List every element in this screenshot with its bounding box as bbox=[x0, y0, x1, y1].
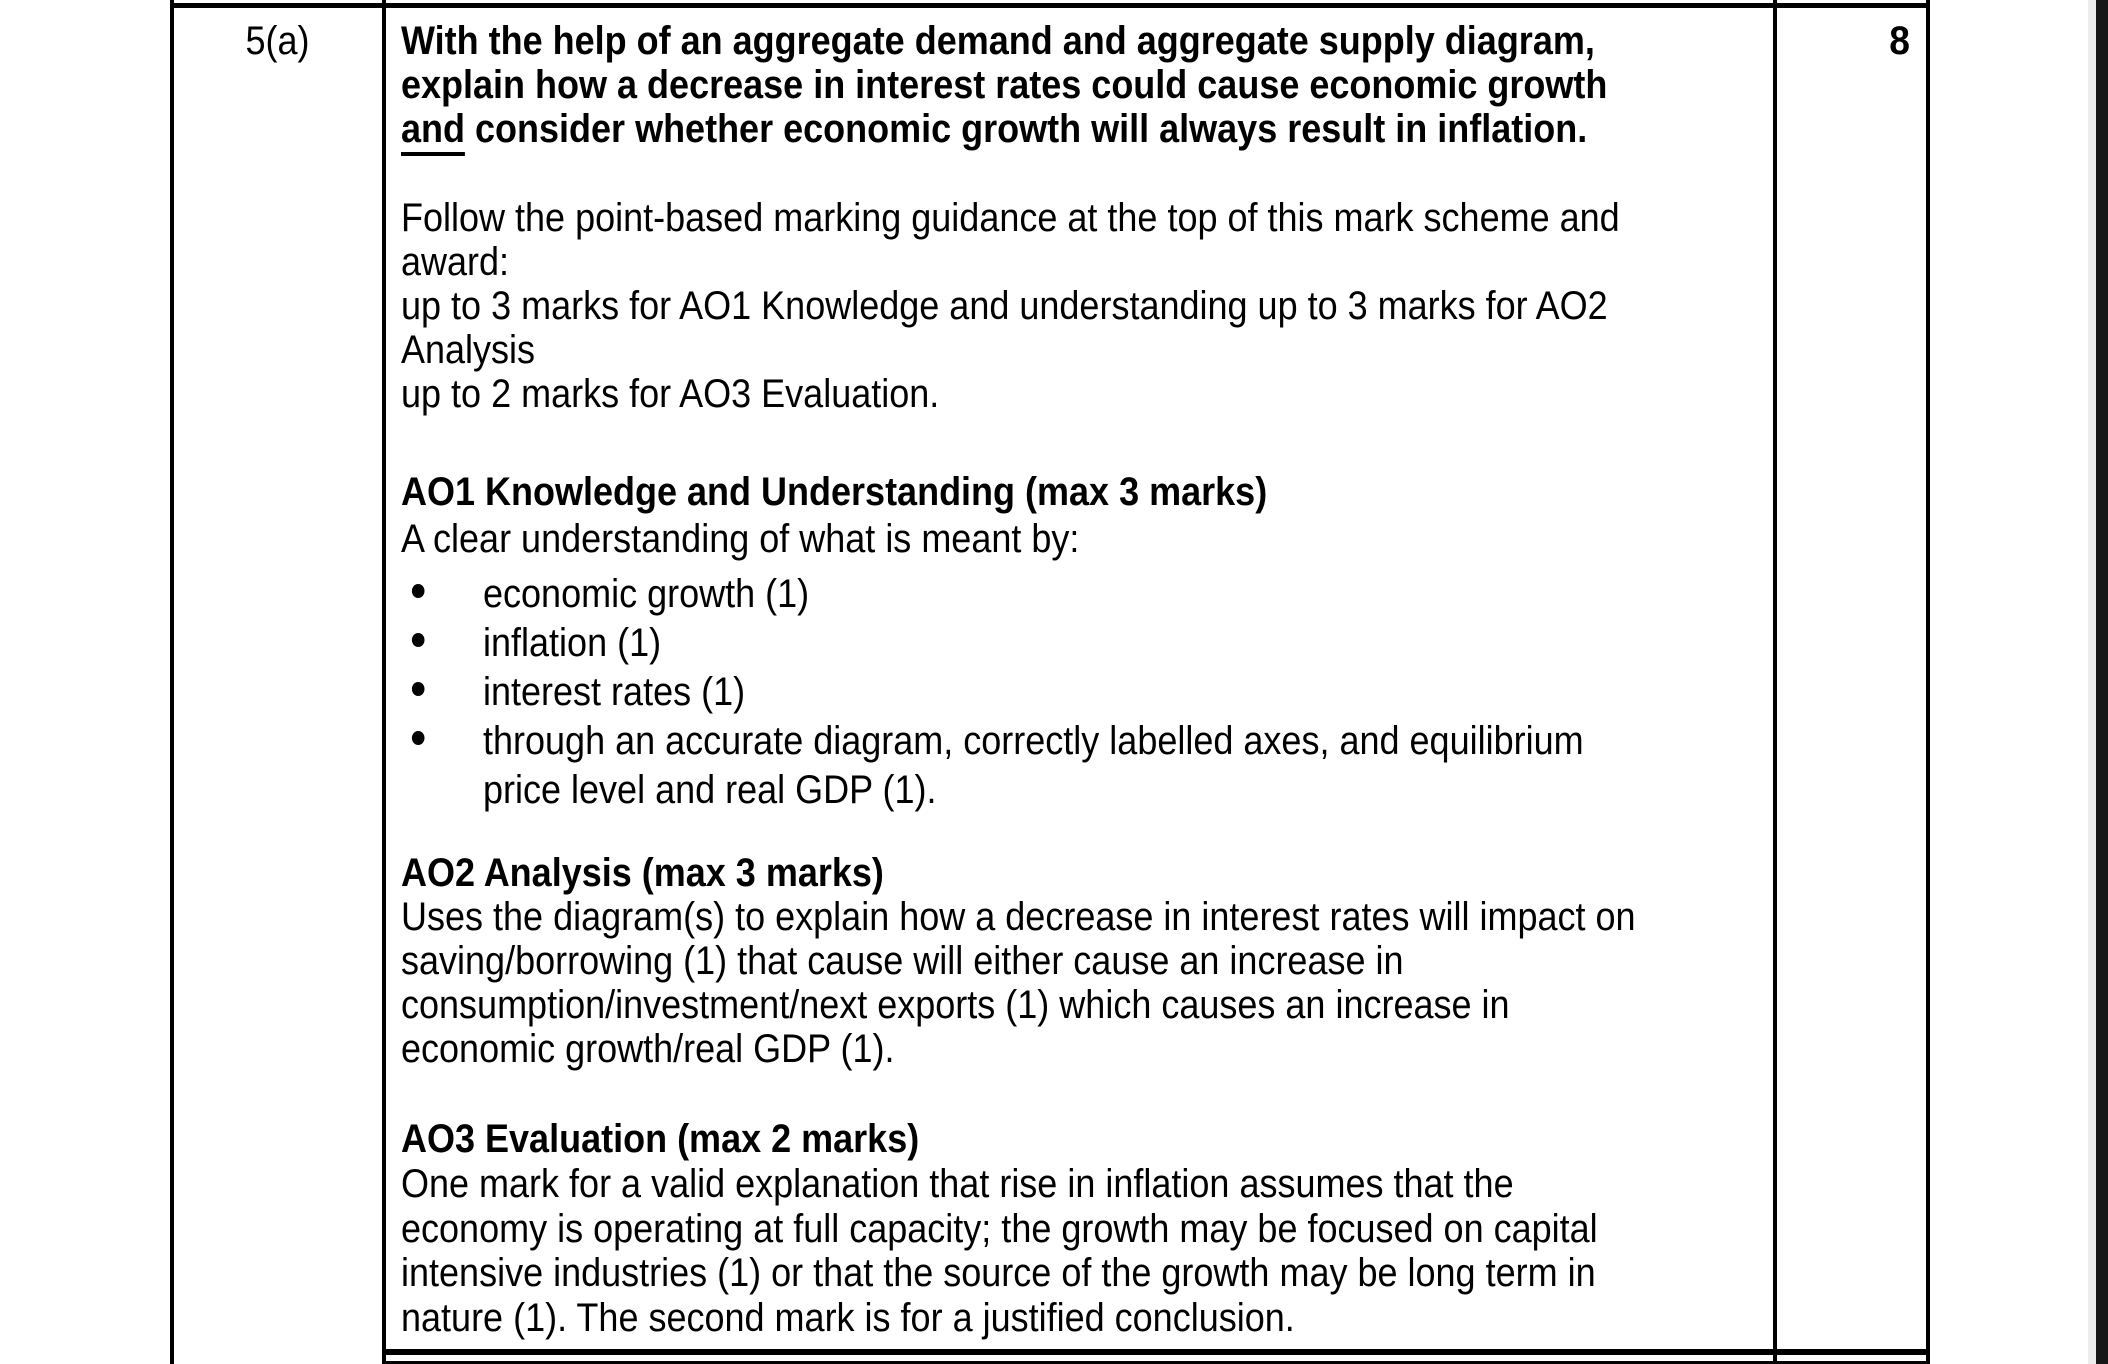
guidance-line-2: award: bbox=[401, 240, 510, 284]
page-edge-shadow bbox=[2088, 0, 2096, 1364]
ao1-heading: AO1 Knowledge and Understanding (max 3 marks) bbox=[401, 470, 1268, 514]
ao1-bullet-2: inflation (1) bbox=[483, 621, 662, 665]
ao2-line-2: saving/borrowing (1) that cause will either cause an increase in bbox=[401, 939, 1404, 983]
page-edge-strip bbox=[2096, 0, 2108, 1364]
table-border-question-divider bbox=[382, 0, 386, 1364]
guidance-line-1: Follow the point-based marking guidance at the top of this mark scheme and bbox=[401, 196, 1620, 240]
ao3-heading: AO3 Evaluation (max 2 marks) bbox=[401, 1117, 920, 1161]
guidance-line-5: up to 2 marks for AO3 Evaluation. bbox=[401, 372, 940, 416]
ao1-bullet-4-line-2: price level and real GDP (1). bbox=[483, 768, 937, 812]
ao2-line-1: Uses the diagram(s) to explain how a decrease in interest rates will impact on bbox=[401, 895, 1636, 939]
ao2-line-3: consumption/investment/next exports (1) which causes an increase in bbox=[401, 983, 1510, 1027]
table-border-left bbox=[170, 0, 174, 1364]
ao1-bullet-1: economic growth (1) bbox=[483, 572, 810, 616]
question-heading-line-3-rest: consider whether economic growth will always result in inflation. bbox=[465, 107, 1588, 151]
ao3-line-2: economy is operating at full capacity; the growth may be focused on capital bbox=[401, 1207, 1598, 1251]
ao1-intro: A clear understanding of what is meant by: bbox=[401, 517, 1080, 561]
guidance-line-4: Analysis bbox=[401, 328, 536, 372]
table-border-top bbox=[170, 3, 1930, 8]
ao3-line-3: intensive industries (1) or that the source of the growth may be long term in bbox=[401, 1251, 1596, 1295]
question-heading-line-1: With the help of an aggregate demand and aggregate supply diagram, bbox=[401, 19, 1595, 63]
table-border-right bbox=[1926, 0, 1930, 1364]
ao2-line-4: economic growth/real GDP (1). bbox=[401, 1027, 895, 1071]
guidance-line-3: up to 3 marks for AO1 Knowledge and understanding up to 3 marks for AO2 bbox=[401, 284, 1608, 328]
marks-value: 8 bbox=[1889, 19, 1910, 63]
table-border-marks-divider bbox=[1773, 0, 1777, 1364]
ao2-heading: AO2 Analysis (max 3 marks) bbox=[401, 851, 884, 895]
ao3-line-1: One mark for a valid explanation that rise in inflation assumes that the bbox=[401, 1162, 1514, 1206]
ao1-bullet-4-line-1: through an accurate diagram, correctly labelled axes, and equilibrium bbox=[483, 719, 1584, 763]
ao3-line-4: nature (1). The second mark is for a justified conclusion. bbox=[401, 1296, 1295, 1340]
question-heading-line-2: explain how a decrease in interest rates could cause economic growth bbox=[401, 63, 1608, 107]
underlined-and: and bbox=[401, 109, 465, 156]
ao1-bullet-3: interest rates (1) bbox=[483, 670, 746, 714]
table-row-divider-bottom bbox=[382, 1349, 1930, 1355]
question-number: 5(a) bbox=[245, 19, 310, 63]
question-heading-line-3 bbox=[401, 109, 1587, 156]
